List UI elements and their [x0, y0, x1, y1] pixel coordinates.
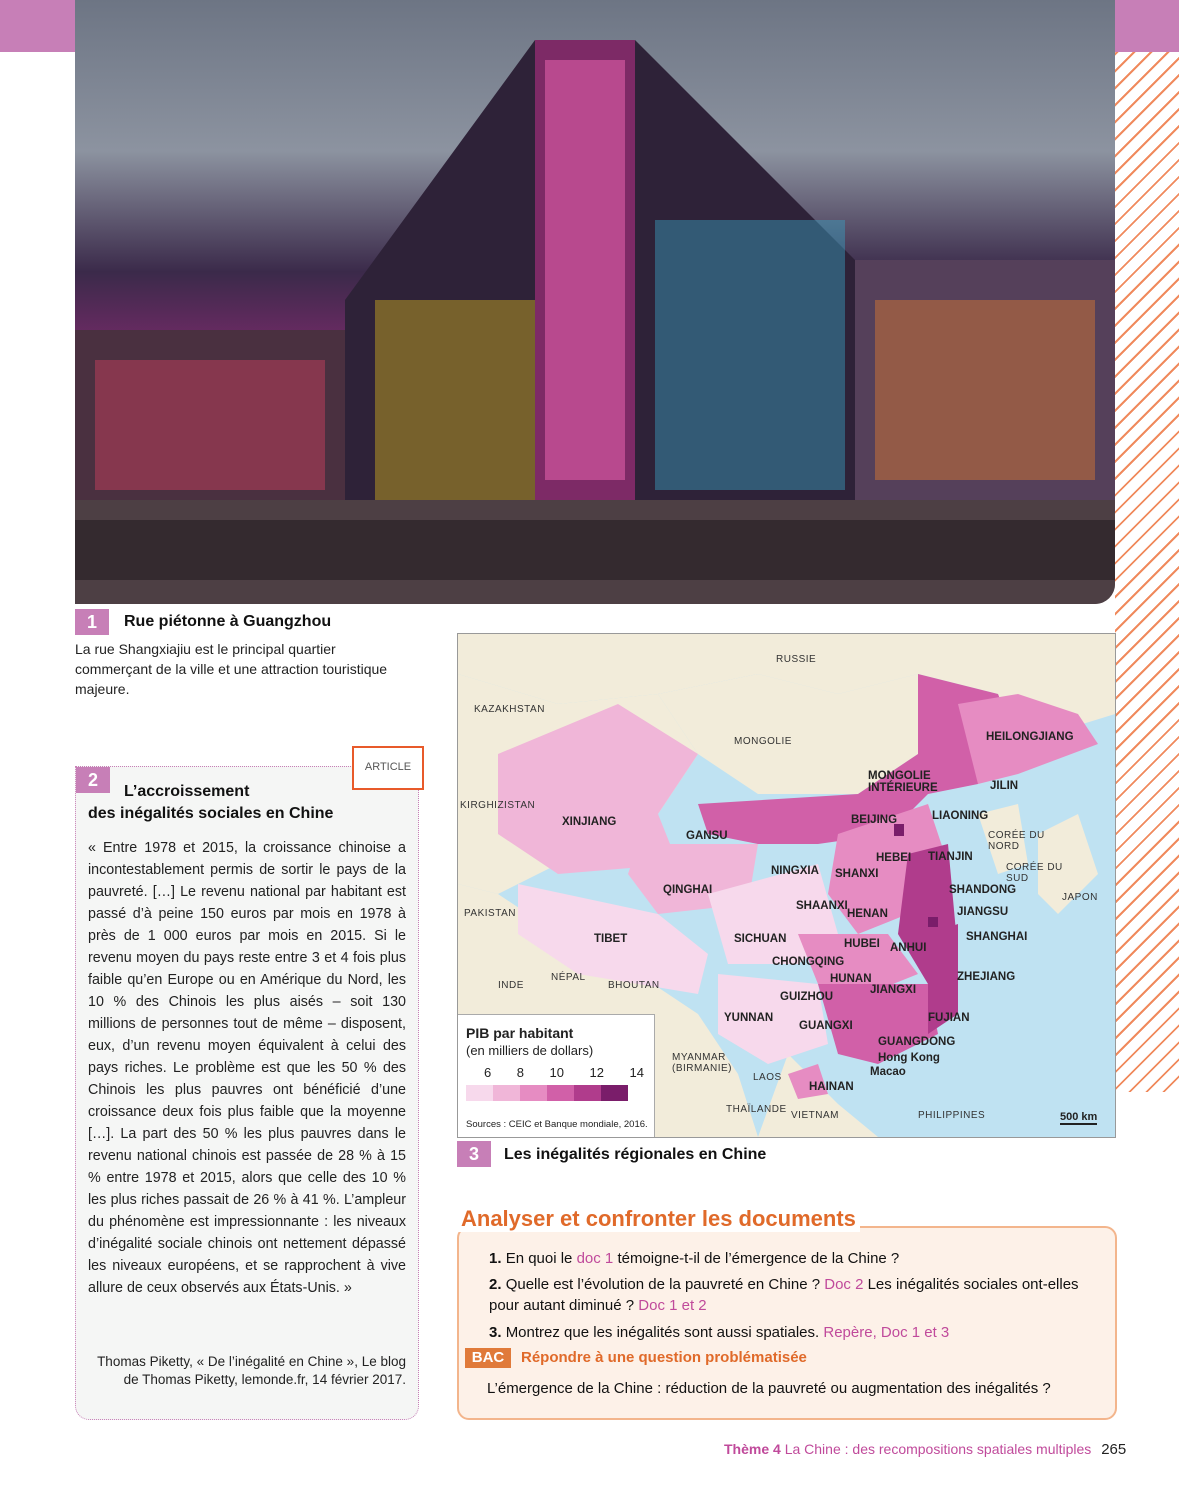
q3-number: 3.: [489, 1324, 502, 1341]
label-jilin: JILIN: [990, 780, 1019, 792]
legend-swatch: [547, 1085, 574, 1101]
label-pakistan: PAKISTAN: [464, 908, 516, 919]
legend-value: 14: [629, 1065, 644, 1080]
label-hong-kong: Hong Kong: [878, 1052, 940, 1064]
label-bhoutan: BHOUTAN: [608, 980, 660, 991]
label-xinjiang: XINJIANG: [562, 816, 617, 828]
label-coree-nord: CORÉE DU NORD: [988, 830, 1045, 852]
legend-swatch: [520, 1085, 547, 1101]
label-shaanxi: SHAANXI: [796, 900, 848, 912]
label-vietnam: VIETNAM: [791, 1110, 839, 1121]
label-hainan: HAINAN: [809, 1081, 854, 1093]
top-color-bar-right: [1115, 0, 1179, 52]
analyse-box: [457, 1226, 1117, 1420]
doc2-title-line2: des inégalités sociales en Chine: [88, 805, 334, 822]
label-henan: HENAN: [847, 908, 888, 920]
legend-subtitle: (en milliers de dollars): [466, 1043, 594, 1058]
label-inde: INDE: [498, 980, 524, 991]
q1-text: En quoi le: [505, 1250, 577, 1267]
label-myanmar: MYANMAR (BIRMANIE): [672, 1052, 732, 1074]
legend-swatch: [601, 1085, 628, 1101]
label-guangdong: GUANGDONG: [878, 1036, 956, 1048]
map-legend: [458, 1014, 655, 1138]
doc1-number-badge: 1: [75, 609, 109, 635]
legend-swatch: [493, 1085, 520, 1101]
legend-value: 12: [589, 1065, 604, 1080]
label-shanxi: SHANXI: [835, 868, 879, 880]
label-qinghai: QINGHAI: [663, 884, 713, 896]
label-liaoning: LIAONING: [932, 810, 989, 822]
question-3: [489, 1322, 949, 1343]
q2-ref1: Doc 2: [824, 1276, 864, 1293]
photo-illustration: [75, 0, 1115, 604]
question-2: [489, 1274, 1099, 1316]
label-ningxia: NINGXIA: [771, 865, 819, 877]
label-tibet: TIBET: [594, 933, 628, 945]
label-sichuan: SICHUAN: [734, 933, 787, 945]
doc2-title-line1: L’accroissement: [124, 783, 250, 800]
label-jiangxi: JIANGXI: [870, 984, 917, 996]
legend-swatch: [574, 1085, 601, 1101]
footer-theme: Thème 4: [724, 1441, 781, 1457]
label-kazakhstan: KAZAKHSTAN: [474, 704, 545, 715]
legend-title: PIB par habitant: [466, 1025, 574, 1041]
label-guangxi: GUANGXI: [799, 1020, 853, 1032]
legend-swatches: [466, 1085, 628, 1101]
doc3-number-badge: 3: [457, 1141, 491, 1167]
doc2-article-box: [75, 766, 419, 1420]
legend-value: 8: [516, 1065, 524, 1080]
label-gansu: GANSU: [686, 830, 728, 842]
label-shanghai: SHANGHAI: [966, 931, 1028, 943]
article-tag: ARTICLE: [352, 746, 424, 790]
doc2-source: Thomas Piketty, « De l’inégalité en Chine », Le blog de Thomas Piketty, lemonde.fr, 14 février 2017.: [97, 1354, 406, 1387]
q2-number: 2.: [489, 1276, 502, 1293]
q1-ref: doc 1: [576, 1250, 614, 1267]
label-guizhou: GUIZHOU: [780, 991, 834, 1003]
bac-badge: BAC: [465, 1348, 511, 1368]
doc3-title: Les inégalités régionales en Chine: [504, 1146, 767, 1163]
label-tianjin: TIANJIN: [928, 851, 973, 863]
label-chongqing: CHONGQING: [772, 956, 845, 968]
decorative-hatch: [1115, 52, 1179, 1092]
label-macao: Macao: [870, 1066, 906, 1078]
doc1-caption: La rue Shangxiajiu est le principal quartier commerçant de la ville et une attraction touristique majeure.: [75, 641, 388, 697]
legend-value: 6: [484, 1065, 492, 1080]
label-yunnan: YUNNAN: [724, 1012, 774, 1024]
map-sources: Sources : CEIC et Banque mondiale, 2016.: [466, 1119, 648, 1130]
china-gdp-map: [457, 633, 1116, 1138]
question-1: [489, 1248, 899, 1269]
q1-end: témoigne-t-il de l’émergence de la Chine ?: [613, 1250, 900, 1267]
page-number: 265: [1101, 1441, 1127, 1458]
label-heilongjiang: HEILONGJIANG: [986, 731, 1074, 743]
label-hubei: HUBEI: [844, 938, 880, 950]
label-laos: LAOS: [753, 1072, 782, 1083]
label-fujian: FUJIAN: [928, 1012, 970, 1024]
label-shandong: SHANDONG: [949, 884, 1017, 896]
bac-question: L’émergence de la Chine : réduction de la pauvreté ou augmentation des inégalités ?: [487, 1380, 1051, 1397]
page-footer: [724, 1441, 1126, 1458]
label-hebei: HEBEI: [876, 852, 912, 864]
q2-ref2: Doc 1 et 2: [638, 1297, 707, 1314]
label-beijing: BEIJING: [851, 814, 898, 826]
q3-text: Montrez que les inégalités sont aussi spatiales.: [505, 1324, 824, 1341]
doc1-title: Rue piétonne à Guangzhou: [124, 613, 332, 630]
bac-title: Répondre à une question problématisée: [521, 1349, 807, 1366]
label-russie: RUSSIE: [776, 654, 817, 665]
label-zhejiang: ZHEJIANG: [957, 971, 1016, 983]
top-color-bar-left: [0, 0, 75, 52]
label-hunan: HUNAN: [830, 973, 872, 985]
legend-values: [484, 1065, 644, 1080]
legend-swatch: [466, 1085, 493, 1101]
label-thailande: THAÏLANDE: [726, 1104, 787, 1115]
q1-number: 1.: [489, 1250, 502, 1267]
q2-mid: Les inégalités sociales ont-elles pour autant diminué ?: [489, 1276, 1079, 1314]
map-scale: 500 km: [1060, 1111, 1098, 1123]
footer-title: La Chine : des recompositions spatiales multiples: [780, 1441, 1092, 1457]
legend-value: 10: [549, 1065, 564, 1080]
q3-ref: Repère, Doc 1 et 3: [823, 1324, 950, 1341]
label-coree-sud: CORÉE DU SUD: [1006, 862, 1063, 884]
guangzhou-street-photo: [75, 0, 1115, 604]
label-kirghizistan: KIRGHIZISTAN: [460, 800, 536, 811]
label-philippines: PHILIPPINES: [918, 1110, 986, 1121]
doc2-quote-text: « Entre 1978 et 2015, la croissance chinoise a incontestablement permis de sortir le pays de la pauvreté. […] Le revenu national par habitant est passé d’à peine 150 euros par mois en 1978 à près de 1 000 euros par mois en 2015. Si le revenu moyen du pays reste entre 3 et 4 fois plus faible qu’en Europe ou en Amérique du Nord, les 10 % des Chinois les plus aisés – soit 130 millions de personnes tout de même – disposent, eux, d’un revenu moyen équivalent à celui des pays riches. Le problème est que les 50 % des Chinois les plus pauvres ont bénéficié d’une croissance deux fois plus faible que la moyenne […]. La part des 50 % les plus pauvres dans le revenu national chinois est passée de 28 % à 15 % entre 1978 et 2015, alors que celle des 10 % les plus riches passait de 26 % à 41 %. L’ampleur du phénomène est impressionnante : les niveaux d’inégalité sociale chinois ont nettement dépassé les niveaux européens, et se rapprochent à vive allure de ceux observés aux États-Unis. »: [88, 840, 406, 1296]
label-japon: JAPON: [1062, 892, 1098, 903]
label-mongolie-interieure: MONGOLIE INTÉRIEURE: [868, 770, 938, 794]
q2-text: Quelle est l’évolution de la pauvreté en Chine ?: [505, 1276, 825, 1293]
label-anhui: ANHUI: [890, 942, 927, 954]
doc2-number-badge: 2: [76, 767, 110, 793]
label-mongolie: MONGOLIE: [734, 736, 792, 747]
label-nepal: NÉPAL: [551, 972, 586, 983]
label-jiangsu: JIANGSU: [957, 906, 1009, 918]
analyse-title: Analyser et confronter les documents: [457, 1206, 860, 1232]
